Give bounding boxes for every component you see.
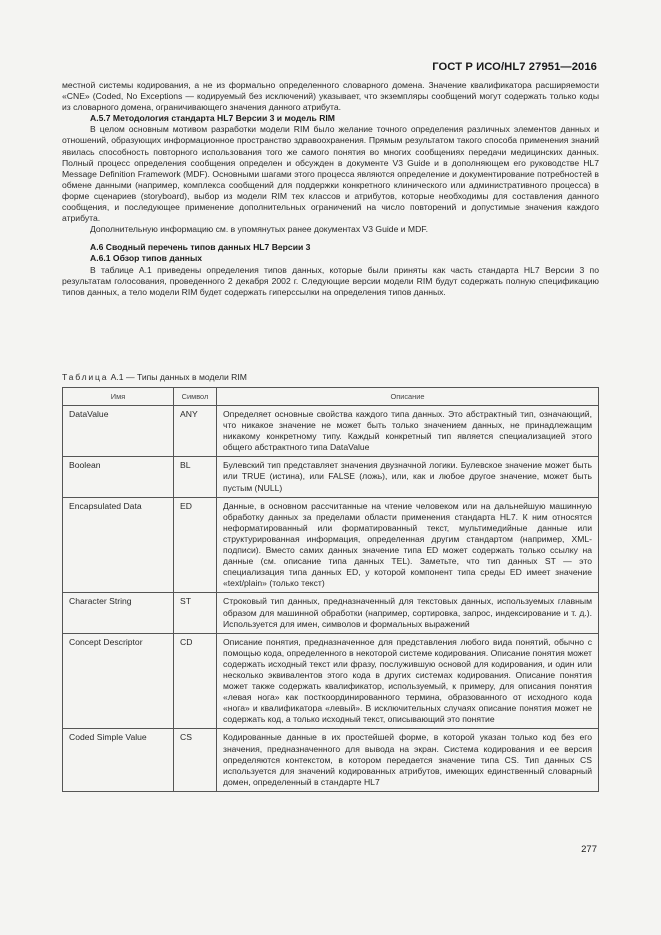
standard-header: ГОСТ Р ИСО/HL7 27951—2016 — [432, 61, 597, 73]
type-description: Данные, в основном рассчитанные на чтение человеком или на дальнейшую машинную обработку данных за пределами области применения стандарта HL7. К ним относятся неформатированный или форматированный текст, мультимедийные данные или структурированная информация, определенная другим стандартом (например, XML-подписи). Вместо самих данных значение типа ED может содержать только ссылку на данные (см. описание типа данных TEL). Заметьте, что тип данных ST — это специализация типа данных ED, у которой компонент типа среды ED имеет значение «text/plain» (только текст) — [217, 497, 599, 593]
type-description: Строковый тип данных, предназначенный для текстовых данных, используемых главным образом для машинной обработки (например, сортировка, запрос, индексирование и т. д.). Используется для имен, символов и формальных выражений — [217, 593, 599, 633]
column-header-symbol: Символ — [174, 388, 217, 406]
paragraph-a57-2: Дополнительную информацию см. в упомянутых ранее документах V3 Guide и MDF. — [90, 224, 428, 235]
table-caption-prefix: Таблица — [62, 372, 109, 382]
type-name: Encapsulated Data — [63, 497, 174, 593]
table-row — [63, 457, 599, 497]
heading-a57: A.5.7 Методология стандарта HL7 Версии 3 и модель RIM — [90, 113, 335, 124]
type-symbol: CD — [174, 633, 217, 729]
table-row — [63, 406, 599, 457]
column-header-name: Имя — [63, 388, 174, 406]
heading-a61: A.6.1 Обзор типов данных — [90, 253, 203, 264]
type-name: Boolean — [63, 457, 174, 497]
table-caption — [62, 372, 247, 382]
type-name: DataValue — [63, 406, 174, 457]
type-description: Описание понятия, предназначенное для представления любого вида понятий, обычно с помощью кода, определенного в некоторой системе кодирования. Описание понятия может содержать исходный текст или фразу, послужившую основой для кодирования, и один или несколько эквивалентов этого кода в других системах кодирования. Описание понятия может также содержать квалификатор, используемый, к примеру, для описания понятия «левая нога» как посткоординированного термина, образованного от исходного кода «нога» и квалификатора «левый». В исключительных случаях описание понятия может не содержать код, а только исходный текст, описывающий это понятие — [217, 633, 599, 729]
type-symbol: ANY — [174, 406, 217, 457]
table-row — [63, 729, 599, 791]
type-description: Определяет основные свойства каждого типа данных. Это абстрактный тип, означающий, что никакое значение не может быть только значением данных, не принадлежащим никакому конкретному типу. Каждый конкретный тип является специализацией этого общего абстрактного типа DataValue — [217, 406, 599, 457]
table-row — [63, 497, 599, 593]
type-symbol: ST — [174, 593, 217, 633]
body-text — [62, 80, 599, 298]
table-caption-title: A.1 — Типы данных в модели RIM — [108, 372, 247, 382]
type-description: Булевский тип представляет значения двузначной логики. Булевское значение может быть или TRUE (истина), или FALSE (ложь), или, как и любое другое значение, может быть пустым (NULL) — [217, 457, 599, 497]
page-number: 277 — [581, 844, 597, 855]
type-name: Concept Descriptor — [63, 633, 174, 729]
type-name: Character String — [63, 593, 174, 633]
table-row — [63, 633, 599, 729]
type-symbol: BL — [174, 457, 217, 497]
heading-a6: A.6 Сводный перечень типов данных HL7 Версии 3 — [90, 242, 311, 253]
column-header-description: Описание — [217, 388, 599, 406]
table-row — [63, 593, 599, 633]
paragraph-a57-1: В целом основным мотивом разработки модели RIM было желание точного определения различных элементов данных и отношений, образующих информационное пространство здравоохранения. Прямым результатом такого способа применения знаний явилась способность повторного использования того же самого понятия во многих сообщениях передачи медицинских данных. Полный процесс определения сообщения определен и обсужден в документе V3 Guide и в дополняющем его руководстве HL7 Message Definition Framework (MDF). Основными шагами этого процесса являются определение и документирование потребностей в обмене данными (например, комплекса сообщений для поддержки конкретного клинического или административного процесса) в форме сценариев (storyboard), выбор из модели RIM тех классов и атрибутов, которые необходимы для составления данного сообщения, и последующее применение дополнительных ограничений на число повторений и допустимые значения каждого атрибута. — [62, 124, 599, 224]
type-symbol: ED — [174, 497, 217, 593]
type-name: Coded Simple Value — [63, 729, 174, 791]
data-types-table — [62, 387, 599, 792]
type-description: Кодированные данные в их простейшей форме, в которой указан только код без его значения, предназначенного для вывода на экран. Система кодирования и ее версия определяются контекстом, в котором передается значение типа CS. Тип данных CS используется для значений кодированных атрибутов, имеющих единственный словарный домен, определенный в стандарте HL7 — [217, 729, 599, 791]
paragraph-continuation: местной системы кодирования, а не из формально определенного словарного домена. Значение квалификатора расширяемости «CNE» (Coded, No Exceptions — кодируемый без исключений) указывает, что экземпляры сообщений могут содержать только коды из словарного домена, ограничивающего значения данного атрибута. — [62, 80, 599, 113]
table-header-row — [63, 388, 599, 406]
paragraph-a61: В таблице A.1 приведены определения типов данных, которые были приняты как часть стандарта HL7 Версии 3 по результатам голосования, проведенного 2 декабря 2002 г. Следующие версии модели RIM будут содержать полную спецификацию типов данных, а тело модели RIM будет содержать гиперссылки на определения типов данных. — [62, 264, 599, 297]
type-symbol: CS — [174, 729, 217, 791]
